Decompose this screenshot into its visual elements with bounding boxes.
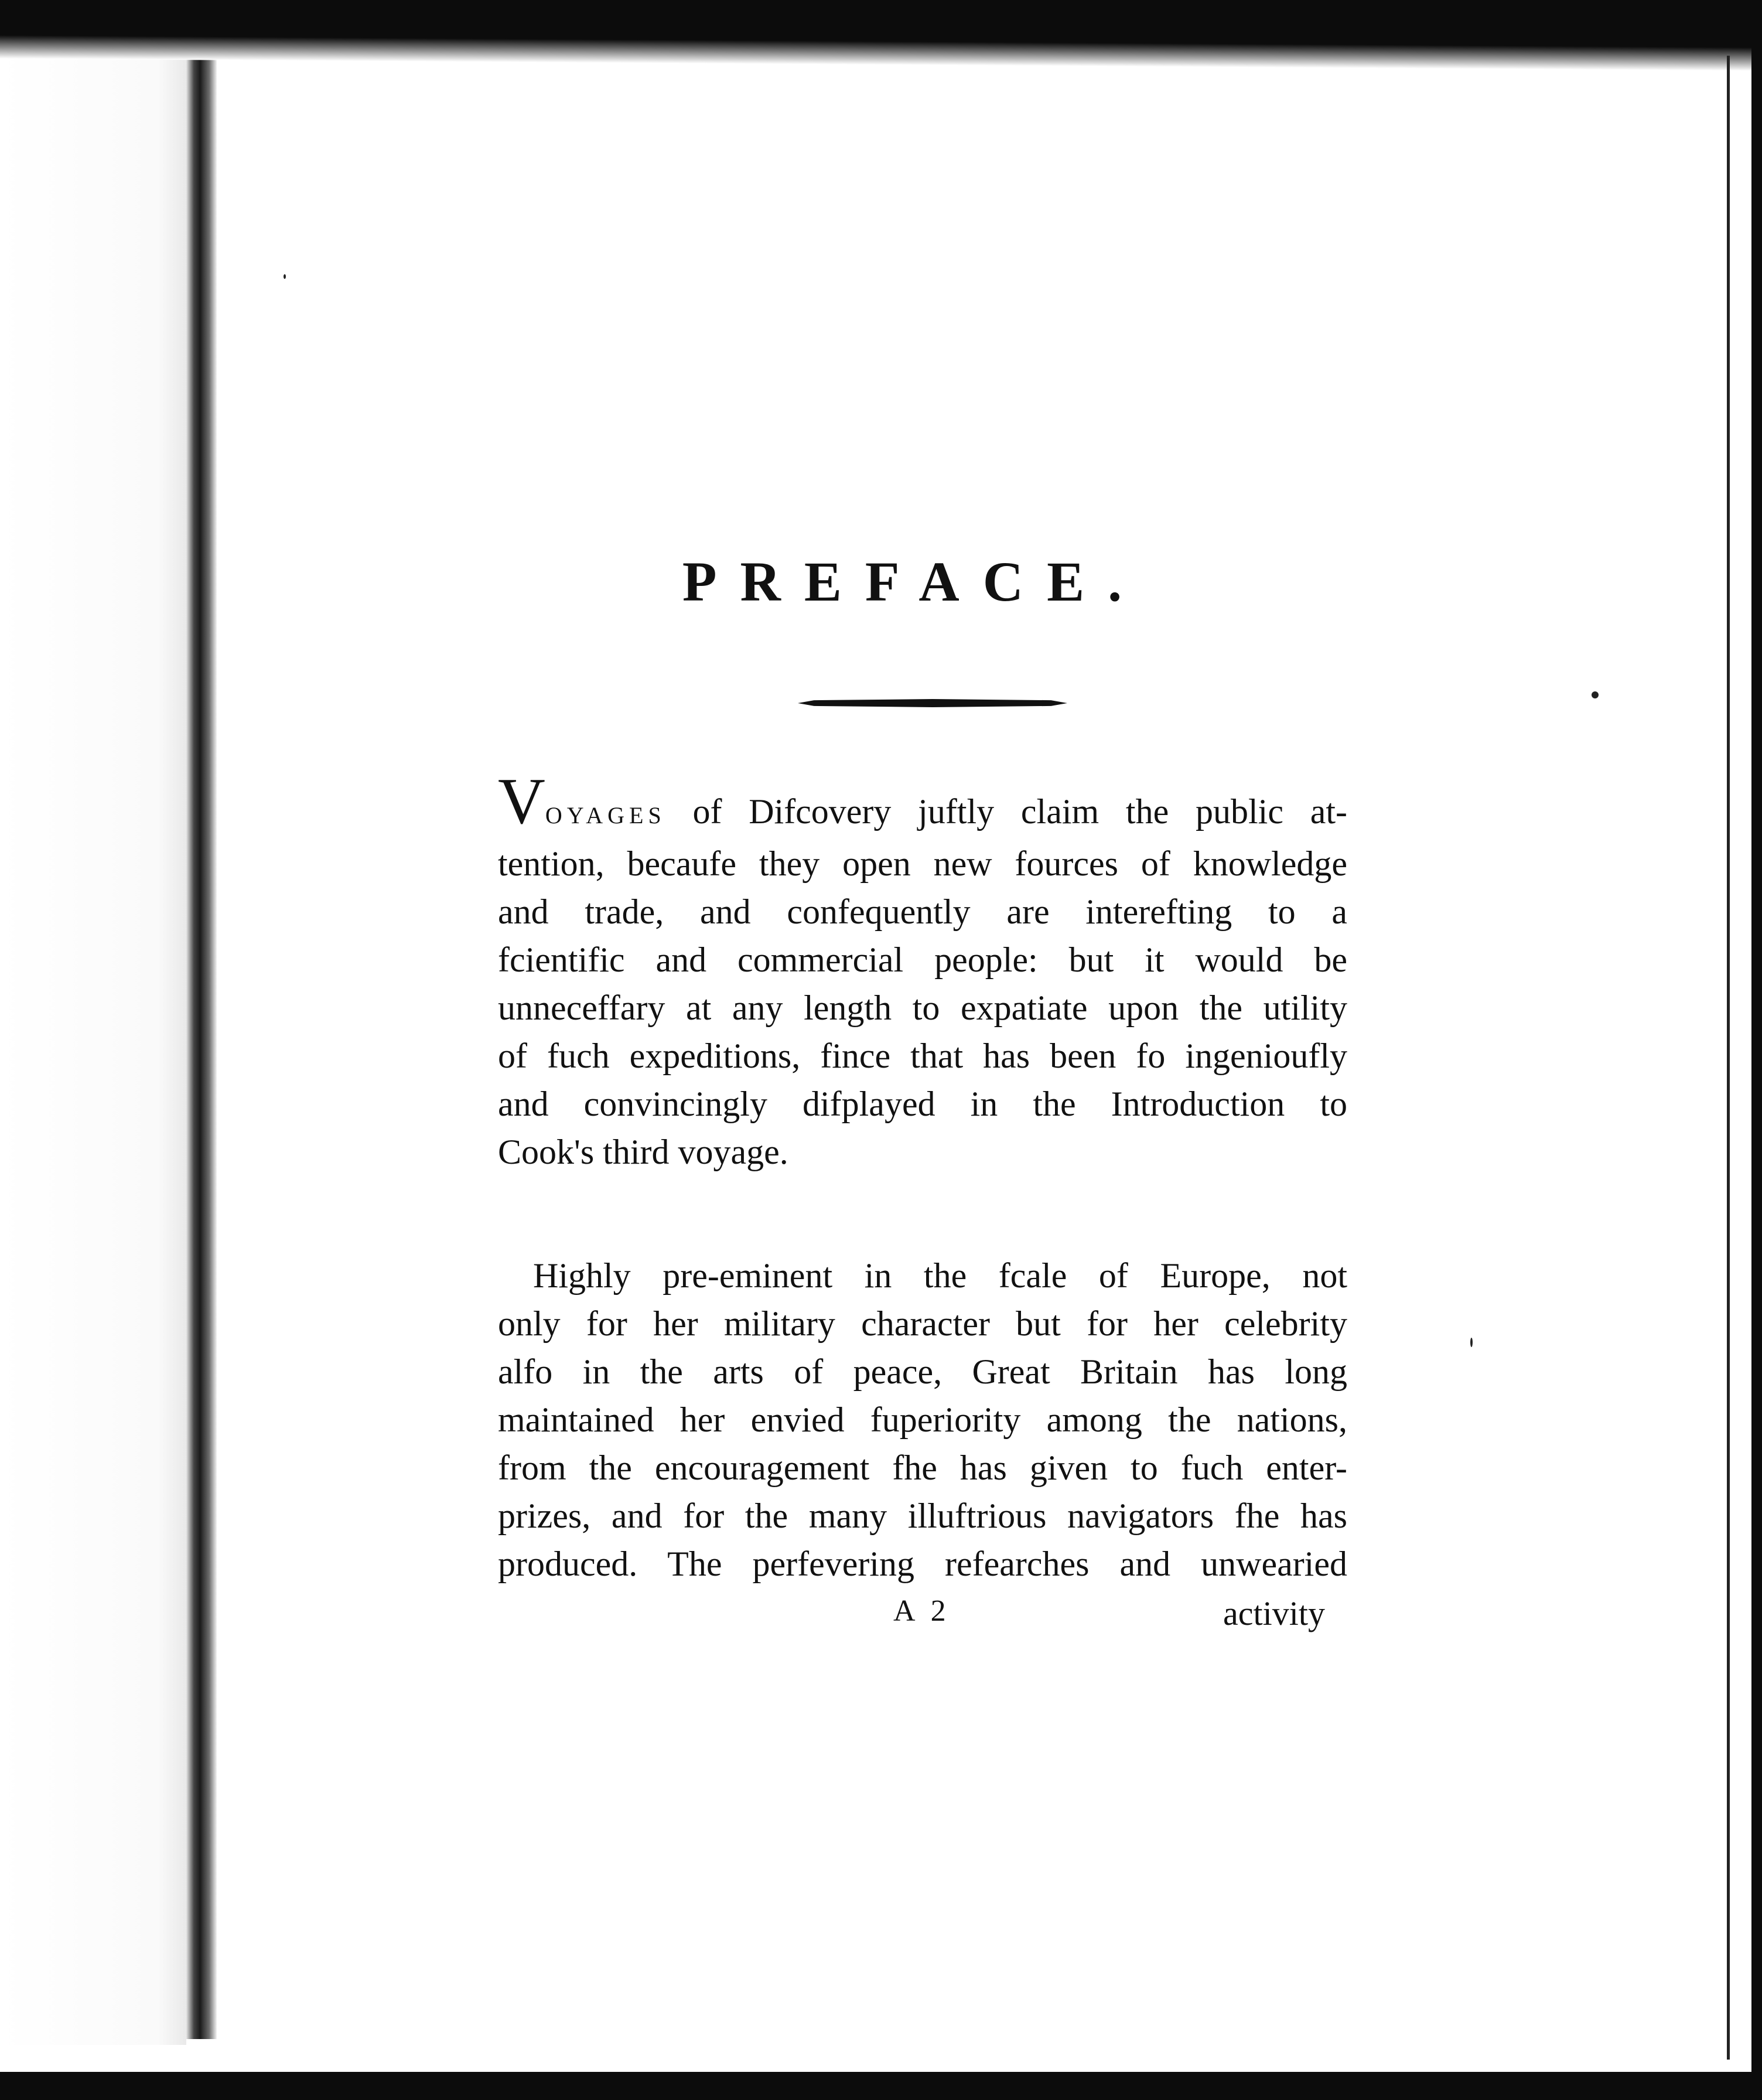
paragraph-line: produced. The perfevering refearches and unwearied: [498, 1545, 1347, 1583]
paragraph-line: of fuch expeditions, fince that has been fo ingenioufly: [498, 1037, 1347, 1075]
paragraph-line: tention, becaufe they open new fources of knowledge: [498, 844, 1347, 883]
paragraph-line: and convincingly difplayed in the Introduction to: [498, 1085, 1347, 1123]
paragraph-line: prizes, and for the many illuftrious navigators fhe has: [498, 1496, 1347, 1535]
paragraph-line: Cook's third voyage.: [498, 1133, 788, 1171]
page-edge-right: [1727, 56, 1730, 2060]
title-divider-rule: [798, 699, 1067, 707]
paragraph-line-text: Highly pre-eminent in the fcale of Europe, not: [533, 1256, 1347, 1295]
ink-speck: [1470, 1338, 1473, 1347]
paragraph-line: and trade, and confequently are interefting to a: [498, 892, 1347, 931]
drop-capital: V: [498, 765, 545, 838]
paragraph-line: alfo in the arts of peace, Great Britain has long: [498, 1352, 1347, 1391]
preface-paragraph-1: [498, 765, 1347, 1176]
page-title: PREFACE.: [682, 550, 1146, 613]
paragraph-line-text: of Difcovery juftly claim the public at-: [692, 792, 1347, 831]
small-caps-word: OYAGES: [545, 802, 666, 829]
paragraph-line: maintained her envied fuperiority among the nations,: [498, 1400, 1347, 1439]
binding-gutter: [186, 29, 217, 2039]
paragraph-line: from the encouragement fhe has given to fuch enter-: [498, 1448, 1347, 1487]
signature-mark: A 2: [893, 1594, 951, 1628]
catchword: activity: [1223, 1594, 1325, 1632]
paragraph-line: fcientific and commercial people: but it would be: [498, 940, 1347, 979]
preface-paragraph-2: [498, 1252, 1347, 1588]
paragraph-line: unneceffary at any length to expatiate upon the utility: [498, 988, 1347, 1027]
paragraph-line: [498, 1252, 1347, 1300]
paragraph-line: only for her military character but for her celebrity: [498, 1304, 1347, 1343]
ink-speck: [284, 274, 286, 279]
ink-speck: [1592, 691, 1599, 698]
paragraph-line: [498, 765, 1347, 840]
scan-border-bottom: [0, 2072, 1762, 2100]
facing-page-edge: [0, 29, 186, 2045]
scan-border-right: [1751, 0, 1762, 2100]
